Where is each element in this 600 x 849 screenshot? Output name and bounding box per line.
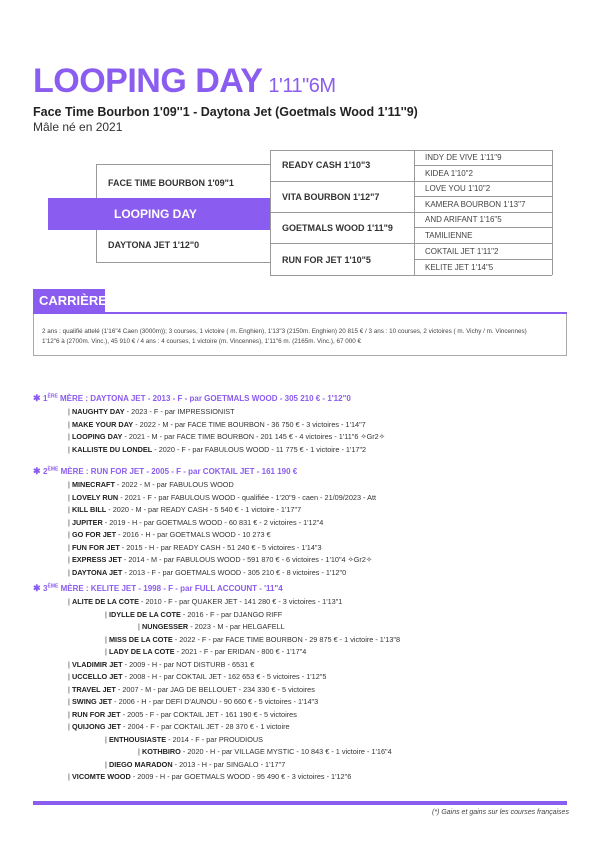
pedigree-g3: INDY DE VIVE 1'11"9 (425, 153, 502, 162)
pedigree-g3: TAMILIENNE (425, 231, 473, 240)
produce-name: JUPITER (71, 517, 103, 527)
produce-name: MAKE YOUR DAY (71, 419, 134, 429)
produce-row (68, 432, 385, 441)
produce-row (68, 672, 326, 681)
produce-row (68, 445, 366, 454)
row-bar: | (68, 567, 72, 577)
pedigree-line (414, 259, 552, 260)
produce-name: DIEGO MARADON (108, 759, 173, 769)
produce-details: - 2016 - H - par GOETMALS WOOD - 10 273 € (116, 530, 271, 539)
star-icon: ✱ (33, 466, 44, 476)
row-bar: | (68, 542, 72, 552)
produce-name: EXPRESS JET (71, 555, 122, 564)
produce-details: - 2021 - F - par ERIDAN - 800 € - 1'17"4 (174, 647, 307, 656)
pedigree-g2: VITA BOURBON 1'12"7 (282, 192, 380, 202)
pedigree-line (414, 181, 552, 182)
pedigree-g3: AND ARIFANT 1'16"5 (425, 215, 502, 224)
produce-name: SWING JET (71, 697, 113, 706)
produce-details: - 2020 - F - par FABULOUS WOOD - 11 775 € - 1 victoire - 1'17"2 (152, 444, 367, 454)
produce-name: KOTHBIRO (141, 747, 181, 756)
pedigree-line (96, 262, 270, 263)
produce-details: - 2007 - M - par JAG DE BELLOUET - 234 330 € - 5 victoires (115, 684, 315, 694)
produce-row (68, 660, 254, 669)
produce-details: - 2013 - H - par SINGALO - 1'17"7 (172, 759, 286, 769)
sex-birth-line: Mâle né en 2021 (33, 120, 123, 134)
produce-name: LOVELY RUN (71, 492, 119, 502)
pedigree-g3: KAMERA BOURBON 1'13"7 (425, 200, 526, 209)
produce-name: QUIJONG JET (71, 722, 121, 731)
produce-details: - 2022 - M - par FABULOUS WOOD (114, 480, 234, 489)
parentage-subtitle: Face Time Bourbon 1'09''1 - Daytona Jet (Goetmals Wood 1'11''9) (33, 105, 418, 119)
row-bar: | (68, 480, 72, 489)
produce-row (68, 543, 322, 552)
carriere-box (33, 314, 567, 356)
mother-heading-text: MÈRE : RUN FOR JET - 2005 - F - par COKTAIL JET - 161 190 € (58, 467, 298, 476)
pedigree-g2: READY CASH 1'10"3 (282, 160, 371, 170)
produce-details: - 2020 - H - par VILLAGE MYSTIC - 10 843 € - 1 victoire - 1'16"4 (180, 747, 392, 756)
mother-heading (33, 393, 351, 404)
produce-name: IDYLLE DE LA COTE (108, 609, 181, 619)
pedigree-line (96, 164, 97, 198)
pedigree-line (414, 212, 552, 213)
pedigree-line (270, 181, 415, 182)
produce-row (105, 760, 285, 769)
row-bar: | (68, 722, 72, 731)
mother-heading-text: MÈRE : DAYTONA JET - 2013 - F - par GOETMALS WOOD - 305 210 € - 1'12"0 (57, 394, 351, 403)
produce-row (68, 597, 342, 606)
row-bar: | (68, 530, 72, 539)
carriere-heading: CARRIÈRE (33, 289, 105, 313)
produce-name: RUN FOR JET (71, 709, 121, 719)
produce-row (68, 568, 346, 577)
produce-row (68, 493, 376, 502)
row-bar: | (68, 659, 72, 669)
row-bar: | (105, 759, 109, 769)
carriere-line-1: 2 ans : qualifié attelé (1'16"4 Caen (3000m)); 3 courses, 1 victoire ( m. Enghien), 1'13"3 (2150m. Enghien) 20 815 € / 3 ans : 10 courses, 2 victoires ( m. Vichy / m. Vincennes) (42, 328, 527, 335)
pedigree-line (270, 243, 415, 244)
produce-row (68, 710, 297, 719)
produce-name: VICOMTE WOOD (71, 772, 131, 781)
produce-details: - 2021 - F - par FABULOUS WOOD - qualifiée - 1'20"9 - caen - 21/09/2023 - Att (118, 492, 377, 502)
row-bar: | (68, 709, 72, 719)
produce-name: ALITE DE LA COTE (71, 597, 139, 606)
produce-name: KALLISTE DU LONDEL (71, 444, 153, 454)
produce-name: MINECRAFT (71, 480, 115, 489)
pedigree-line (270, 212, 415, 213)
produce-name: VLADIMIR JET (71, 659, 123, 669)
produce-name: FUN FOR JET (71, 542, 120, 552)
produce-row (68, 555, 372, 564)
pedigree-line (552, 150, 553, 275)
produce-row (68, 697, 318, 706)
footnote: (*) Gains et gains sur les courses françaises (432, 809, 569, 816)
pedigree-line (96, 164, 270, 165)
pedigree-g2: GOETMALS WOOD 1'11"9 (282, 223, 393, 233)
pedigree-line (414, 165, 552, 166)
row-bar: | (68, 517, 72, 527)
produce-details: - 2010 - F - par QUAKER JET - 141 280 € - 3 victoires - 1'13"1 (138, 597, 343, 606)
produce-row (68, 420, 366, 429)
row-bar: | (68, 684, 72, 694)
produce-row (138, 622, 285, 631)
produce-name: TRAVEL JET (71, 684, 116, 694)
produce-details: - 2022 - F - par FACE TIME BOURBON - 29 875 € - 1 victoire - 1'13"8 (172, 634, 401, 644)
produce-details: - 2014 - M - par FABULOUS WOOD - 591 870 € - 6 victoires - 1'10"4 ✧Gr2✧ (121, 555, 373, 564)
pedigree-line (414, 227, 552, 228)
row-bar: | (68, 597, 72, 606)
pedigree-g3: KIDEA 1'10"2 (425, 169, 473, 178)
footer-bar (33, 801, 567, 805)
row-bar: | (68, 432, 72, 441)
star-icon: ✱ (33, 393, 44, 403)
produce-details: - 2009 - H - par NOT DISTURB - 6531 € (122, 659, 255, 669)
row-bar: | (105, 609, 109, 619)
produce-name: UCCELLO JET (71, 672, 123, 681)
row-bar: | (138, 622, 142, 631)
produce-name: GO FOR JET (71, 530, 117, 539)
produce-details: - 2016 - F - par DJANGO RIFF (180, 609, 283, 619)
dam-name: DAYTONA JET 1'12"0 (108, 240, 200, 250)
row-bar: | (68, 772, 72, 781)
produce-details: - 2019 - H - par GOETMALS WOOD - 60 831 € - 2 victoires - 1'12"4 (102, 517, 324, 527)
row-bar: | (68, 697, 72, 706)
mother-heading (33, 466, 297, 477)
horse-title: LOOPING DAY (33, 62, 263, 100)
produce-name: NUNGESSER (141, 622, 189, 631)
pedigree-chart (0, 0, 600, 290)
mother-ordinal: 1 (43, 394, 48, 403)
produce-row (68, 518, 323, 527)
row-bar: | (105, 734, 109, 744)
produce-name: KILL BILL (71, 505, 107, 514)
pedigree-g2: RUN FOR JET 1'10"5 (282, 255, 371, 265)
produce-row (105, 635, 400, 644)
produce-row (68, 772, 351, 781)
produce-details: - 2006 - H - par DEFI D'AUNOU - 90 660 € - 5 victoires - 1'14"3 (112, 697, 319, 706)
produce-row (68, 530, 271, 539)
produce-details: - 2009 - H - par GOETMALS WOOD - 95 490 € - 3 victoires - 1'12"6 (130, 772, 352, 781)
pedigree-line (270, 275, 552, 276)
produce-row (68, 480, 234, 489)
produce-details: - 2022 - M - par FACE TIME BOURBON - 36 750 € - 3 victoires - 1'14"7 (133, 419, 366, 429)
produce-row (105, 610, 282, 619)
produce-name: LOOPING DAY (71, 432, 123, 441)
produce-row (68, 685, 315, 694)
produce-name: ENTHOUSIASTE (108, 734, 167, 744)
produce-row (68, 722, 290, 731)
produce-row (105, 735, 263, 744)
mother-ordinal-suffix: ÈRE (47, 393, 58, 400)
produce-details: - 2004 - F - par COKTAIL JET - 28 370 € - 1 victoire (121, 722, 290, 731)
pedigree-g3: KELITE JET 1'14"5 (425, 263, 494, 272)
sire-name: FACE TIME BOURBON 1'09"1 (108, 178, 234, 188)
row-bar: | (105, 634, 109, 644)
row-bar: | (68, 419, 72, 429)
produce-details: - 2014 - F - par PROUDIOUS (166, 734, 264, 744)
produce-details: - 2005 - F - par COKTAIL JET - 161 190 € - 5 victoires (120, 709, 297, 719)
star-icon: ✱ (33, 583, 44, 593)
pedigree-line (270, 150, 552, 151)
mother-ordinal: 3 (43, 584, 48, 593)
pedigree-g3: LOVE YOU 1'10"2 (425, 184, 491, 193)
pedigree-line (96, 230, 97, 262)
mother-heading-text: MÈRE : KELITE JET - 1998 - F - par FULL ACCOUNT - '11"4 (58, 584, 283, 593)
produce-details: - 2020 - M - par READY CASH - 5 540 € - 1 victoire - 1'17"7 (106, 505, 302, 514)
row-bar: | (68, 505, 72, 514)
produce-details: - 2023 - F - par IMPRESSIONIST (124, 407, 235, 416)
pedigree-line (414, 196, 552, 197)
produce-details: - 2023 - M - par HELGAFELL (188, 622, 285, 631)
row-bar: | (68, 555, 72, 564)
produce-details: - 2013 - F - par GOETMALS WOOD - 305 210 € - 8 victoires - 1'12"0 (122, 567, 347, 577)
produce-details: - 2015 - H - par READY CASH - 51 240 € - 5 victoires - 1'14"3 (119, 542, 322, 552)
horse-record: 1'11"6M (268, 75, 336, 97)
produce-row (68, 505, 301, 514)
produce-name: NAUGHTY DAY (71, 407, 125, 416)
produce-row (105, 647, 306, 656)
produce-name: DAYTONA JET (71, 567, 123, 577)
mother-ordinal-suffix: ÈME (47, 583, 59, 590)
pedigree-horse-name: LOOPING DAY (114, 207, 197, 221)
produce-name: LADY DE LA COTE (108, 647, 175, 656)
pedigree-line (414, 243, 552, 244)
row-bar: | (68, 444, 72, 454)
mother-ordinal: 2 (43, 467, 48, 476)
mother-heading (33, 583, 283, 594)
produce-details: - 2021 - M - par FACE TIME BOURBON - 201 145 € - 4 victoires - 1'11"6 ✧Gr2✧ (122, 432, 385, 441)
row-bar: | (105, 647, 109, 656)
row-bar: | (68, 407, 72, 416)
produce-details: - 2008 - H - par COKTAIL JET - 162 653 € - 5 victoires - 1'12"5 (122, 672, 327, 681)
produce-row (138, 747, 392, 756)
row-bar: | (68, 492, 72, 502)
produce-name: MISS DE LA COTE (108, 634, 173, 644)
mother-ordinal-suffix: ÈME (47, 466, 59, 473)
row-bar: | (138, 747, 142, 756)
pedigree-g3: COKTAIL JET 1'11"2 (425, 247, 499, 256)
row-bar: | (68, 672, 72, 681)
produce-row (68, 407, 235, 416)
carriere-line-2: 1'12"6 à (2700m. Vinc.), 45 910 € / 4 ans : 4 courses, 1 victoire (m. Vincennes), 1'11"6 m. (2165m. Vinc.), 67 000 € (42, 337, 361, 345)
